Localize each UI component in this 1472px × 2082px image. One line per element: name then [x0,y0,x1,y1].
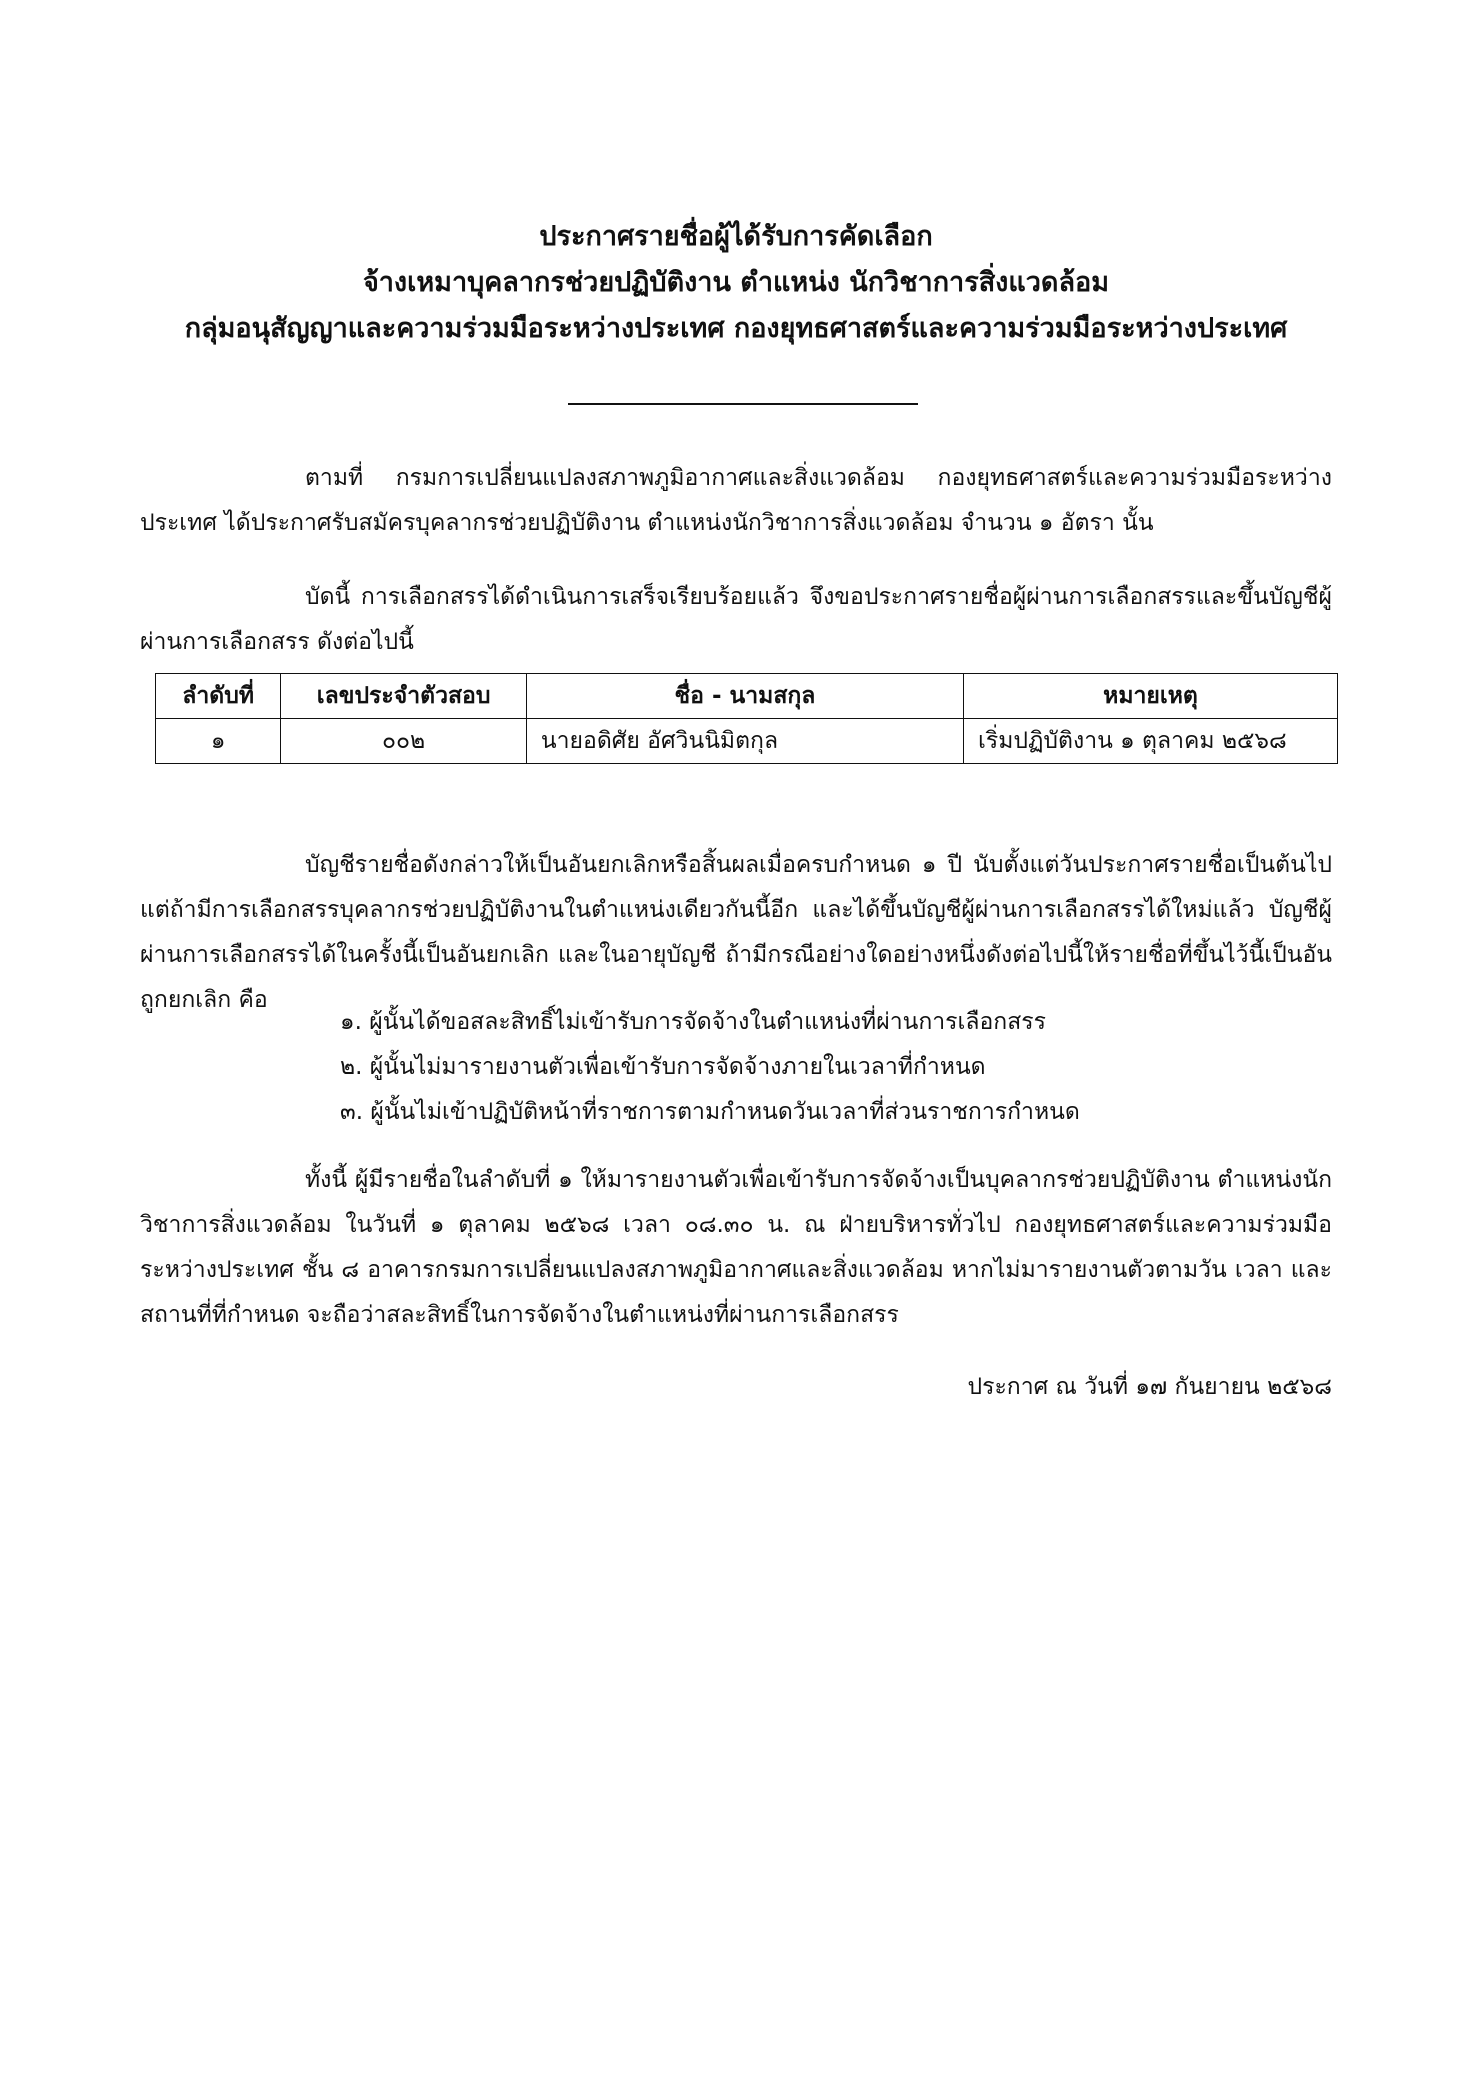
title-line-3: กลุ่มอนุสัญญาและความร่วมมือระหว่างประเทศ กองยุทธศาสตร์และความร่วมมือระหว่างประเทศ [184,313,1288,344]
cell-order: ๑ [156,719,281,764]
title-line-2: จ้างเหมาบุคลากรช่วยปฏิบัติงาน ตำแหน่ง นักวิชาการสิ่งแวดล้อม [362,267,1110,298]
selected-candidates-table [155,673,1338,764]
list-item: ๑. ผู้นั้นได้ขอสละสิทธิ์ไม่เข้ารับการจัดจ้างในตำแหน่งที่ผ่านการเลือกสรร [340,1009,1046,1035]
announcement-title [140,214,1332,352]
header-name: ชื่อ - นามสกุล [526,674,963,719]
header-order: ลำดับที่ [156,674,281,719]
header-exam-id: เลขประจำตัวสอบ [281,674,527,719]
header-remark: หมายเหตุ [964,674,1338,719]
title-line-1: ประกาศรายชื่อผู้ได้รับการคัดเลือก [539,221,933,252]
list-item: ๓. ผู้นั้นไม่เข้าปฏิบัติหน้าที่ราชการตามกำหนดวันเวลาที่ส่วนราชการกำหนด [340,1099,1080,1125]
announcement-date: ประกาศ ณ วันที่ ๑๗ กันยายน ๒๕๖๘ [967,1374,1332,1400]
reporting-instructions-paragraph: ทั้งนี้ ผู้มีรายชื่อในลำดับที่ ๑ ให้มารายงานตัวเพื่อเข้ารับการจัดจ้างเป็นบุคลากรช่วยปฏิบัติงาน ตำแหน่งนักวิชาการสิ่งแวดล้อม ในวันที่ ๑ ตุลาคม ๒๕๖๘ เวลา ๐๘.๓๐ น. ณ ฝ่ายบริหารทั่วไป กองยุทธศาสตร์และความร่วมมือระหว่างประเทศ ชั้น ๘ อาคารกรมการเปลี่ยนแปลงสภาพภูมิอากาศและสิ่งแวดล้อม หากไม่มารายงานตัวตามวัน เวลา และสถานที่ที่กำหนด จะถือว่าสละสิทธิ์ในการจัดจ้างในตำแหน่งที่ผ่านการเลือกสรร [140,1167,1332,1328]
intro-paragraph: ตามที่ กรมการเปลี่ยนแปลงสภาพภูมิอากาศและสิ่งแวดล้อม กองยุทธศาสตร์และความร่วมมือระหว่างประเทศ ได้ประกาศรับสมัครบุคลากรช่วยปฏิบัติงาน ตำแหน่งนักวิชาการสิ่งแวดล้อม จำนวน ๑ อัตรา นั้น [140,465,1332,536]
list-item: ๒. ผู้นั้นไม่มารายงานตัวเพื่อเข้ารับการจัดจ้างภายในเวลาที่กำหนด [340,1054,986,1080]
table-header-row [156,674,1338,719]
table-row [156,719,1338,764]
cell-exam-id: ๐๐๒ [281,719,527,764]
result-paragraph: บัดนี้ การเลือกสรรได้ดำเนินการเสร็จเรียบร้อยแล้ว จึงขอประกาศรายชื่อผู้ผ่านการเลือกสรรและขึ้นบัญชีผู้ผ่านการเลือกสรร ดังต่อไปนี้ [140,584,1332,655]
cell-remark: เริ่มปฏิบัติงาน ๑ ตุลาคม ๒๕๖๘ [964,719,1338,764]
cancellation-conditions-list [340,1000,1332,1135]
cell-name: นายอดิศัย อัศวินนิมิตกุล [526,719,963,764]
validity-paragraph: บัญชีรายชื่อดังกล่าวให้เป็นอันยกเลิกหรือสิ้นผลเมื่อครบกำหนด ๑ ปี นับตั้งแต่วันประกาศรายชื่อเป็นต้นไป แต่ถ้ามีการเลือกสรรบุคลากรช่วยปฏิบัติงานในตำแหน่งเดียวกันนี้อีก และได้ขึ้นบัญชีผู้ผ่านการเลือกสรรได้ใหม่แล้ว บัญชีผู้ผ่านการเลือกสรรได้ในครั้งนี้เป็นอันยกเลิก และในอายุบัญชี ถ้ามีกรณีอย่างใดอย่างหนึ่งดังต่อไปนี้ให้รายชื่อที่ขึ้นไว้นี้เป็นอันถูกยกเลิก คือ [140,852,1332,1013]
title-underline-divider [568,403,918,405]
